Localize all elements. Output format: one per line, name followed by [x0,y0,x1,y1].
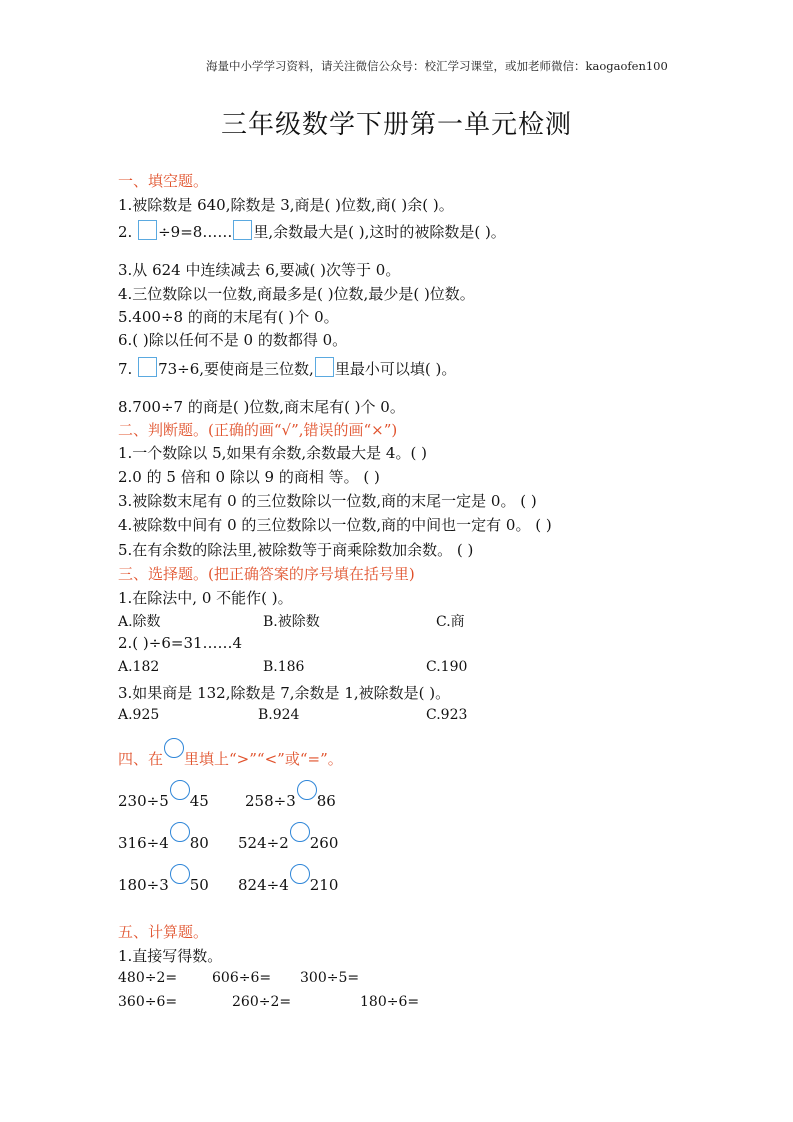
compare-left-expression: 230÷5 [118,792,169,810]
s3-q3-option-c: C.923 [426,707,468,723]
s3-question-2: 2.( )÷6=31……4 [118,634,243,652]
s1-question-2 [118,220,506,242]
section-5-heading: 五、计算题。 [118,923,209,941]
compare-item-2 [245,780,336,810]
compare-left-expression: 524÷2 [238,834,289,852]
s3-question-3: 3.如果商是 132,除数是 7,余数是 1,被除数是( )。 [118,684,451,702]
compare-right-value: 45 [189,792,209,810]
s3-q1-option-b: B.被除数 [263,614,320,630]
calc-item: 260÷2= [232,994,292,1010]
s1-q2-text: 里,余数最大是( ),这时的被除数是( )。 [253,223,506,241]
answer-box[interactable] [138,357,157,377]
compare-circle[interactable] [170,780,190,800]
compare-right-value: 80 [189,834,209,852]
s3-q1-option-a: A.除数 [118,614,161,630]
s1-q7-text: 里最小可以填( )。 [334,360,457,378]
s1-q2-number: 2. [118,223,133,241]
calc-item: 480÷2= [118,970,178,986]
compare-left-expression: 316÷4 [118,834,169,852]
s4-heading-start: 四、在 [118,750,164,768]
compare-circle[interactable] [290,864,310,884]
comparison-circle-icon [164,738,184,758]
compare-circle[interactable] [290,822,310,842]
compare-circle[interactable] [170,864,190,884]
s2-question-1: 1.一个数除以 5,如果有余数,余数最大是 4。( ) [118,444,427,462]
s1-question-7 [118,357,456,379]
s2-question-4: 4.被除数中间有 0 的三位数除以一位数,商的中间也一定有 0。 ( ) [118,516,552,534]
compare-left-expression: 824÷4 [238,876,289,894]
s1-question-5: 5.400÷8 的商的末尾有( )个 0。 [118,308,339,326]
section-3-heading: 三、选择题。(把正确答案的序号填在括号里) [118,565,415,583]
s3-question-1: 1.在除法中, 0 不能作( )。 [118,589,293,607]
s1-q7-number: 7. [118,360,133,378]
s5-subheading: 1.直接写得数。 [118,947,223,965]
s1-q2-expression: ÷9=8…… [158,223,233,241]
compare-item-3 [118,822,209,852]
compare-circle[interactable] [297,780,317,800]
compare-right-value: 50 [189,876,209,894]
compare-right-value: 86 [316,792,336,810]
compare-item-4 [238,822,338,852]
s1-question-8: 8.700÷7 的商是( )位数,商末尾有( )个 0。 [118,398,405,416]
s4-heading-end: 里填上“>”“<”或“=”。 [184,750,343,768]
page-title: 三年级数学下册第一单元检测 [220,110,572,140]
s2-question-2: 2.0 的 5 倍和 0 除以 9 的商相 等。 ( ) [118,468,380,486]
s1-question-6: 6.( )除以任何不是 0 的数都得 0。 [118,331,348,349]
s1-question-3: 3.从 624 中连续减去 6,要减( )次等于 0。 [118,261,401,279]
s2-question-3: 3.被除数末尾有 0 的三位数除以一位数,商的末尾一定是 0。 ( ) [118,492,537,510]
calc-item: 360÷6= [118,994,178,1010]
section-1-heading: 一、填空题。 [118,172,209,190]
compare-left-expression: 180÷3 [118,876,169,894]
s3-q3-option-b: B.924 [258,707,300,723]
s1-question-1: 1.被除数是 640,除数是 3,商是( )位数,商( )余( )。 [118,196,454,214]
compare-item-1 [118,780,209,810]
s3-q2-option-a: A.182 [118,659,160,675]
s1-q7-expression: 73÷6,要使商是三位数, [158,360,314,378]
compare-item-6 [238,864,338,894]
compare-item-5 [118,864,209,894]
s3-q2-option-b: B.186 [263,659,305,675]
compare-right-value: 210 [309,876,339,894]
calc-item: 606÷6= [212,970,272,986]
s2-question-5: 5.在有余数的除法里,被除数等于商乘除数加余数。 ( ) [118,541,474,559]
compare-circle[interactable] [170,822,190,842]
calc-item: 300÷5= [300,970,360,986]
s3-q1-option-c: C.商 [436,614,465,630]
answer-box[interactable] [233,220,252,240]
answer-box[interactable] [315,357,334,377]
s3-q2-option-c: C.190 [426,659,468,675]
section-4-heading [118,738,343,769]
answer-box[interactable] [138,220,157,240]
s3-q3-option-a: A.925 [118,707,160,723]
calc-item: 180÷6= [360,994,420,1010]
compare-left-expression: 258÷3 [245,792,296,810]
s1-question-4: 4.三位数除以一位数,商最多是( )位数,最少是( )位数。 [118,285,475,303]
page-header-note: 海量中小学学习资料，请关注微信公众号：校汇学习课堂，或加老师微信：kaogaofen100 [206,59,668,73]
compare-right-value: 260 [309,834,339,852]
section-2-heading: 二、判断题。(正确的画“√”,错误的画“×”) [118,421,398,439]
